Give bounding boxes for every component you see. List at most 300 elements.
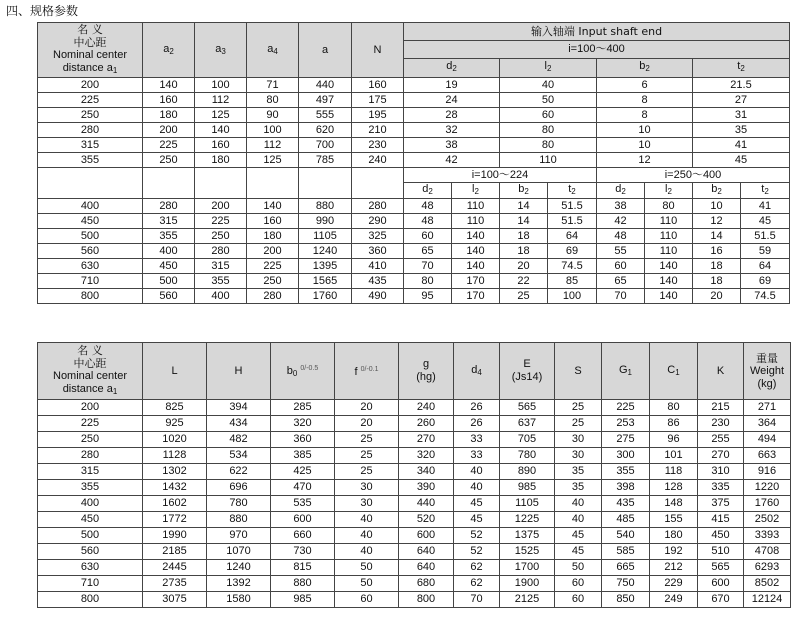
table-cell: 180 <box>143 108 195 123</box>
table-cell: 665 <box>602 560 650 576</box>
subheader-t2: $t_2$ <box>741 183 790 199</box>
table-cell: 2502 <box>744 512 791 528</box>
table-cell: 32 <box>404 123 500 138</box>
header-input-shaft: 输入轴端 Input shaft end <box>404 23 790 41</box>
table-cell: 14 <box>500 199 548 214</box>
table-row <box>38 274 790 289</box>
table-cell: 360 <box>271 432 335 448</box>
table-cell: 110 <box>645 214 693 229</box>
table-cell: 320 <box>271 416 335 432</box>
table-cell: 200 <box>143 123 195 138</box>
table-cell: 1565 <box>299 274 352 289</box>
table-cell: 192 <box>650 544 698 560</box>
table-row <box>38 528 791 544</box>
table-cell: 30 <box>555 448 602 464</box>
table-cell: 1105 <box>500 496 555 512</box>
table-row <box>38 448 791 464</box>
table-cell: 240 <box>352 153 404 168</box>
table-cell: 315 <box>195 259 247 274</box>
table-cell: 880 <box>299 199 352 214</box>
table-cell: 35 <box>555 464 602 480</box>
table-cell: 85 <box>548 274 597 289</box>
table-cell: 41 <box>741 199 790 214</box>
table-cell: 400 <box>143 244 195 259</box>
table-cell: 280 <box>195 244 247 259</box>
table-row <box>38 259 790 274</box>
table-cell: 225 <box>38 416 143 432</box>
table-cell: 355 <box>38 153 143 168</box>
table-cell: 18 <box>500 244 548 259</box>
table-cell: 710 <box>38 274 143 289</box>
table-cell: 1395 <box>299 259 352 274</box>
table-cell: 18 <box>693 274 741 289</box>
table-cell: 663 <box>744 448 791 464</box>
table-cell: 680 <box>399 576 454 592</box>
table-cell: 140 <box>452 244 500 259</box>
table-cell: 112 <box>247 138 299 153</box>
table-cell: 280 <box>38 448 143 464</box>
table-cell: 485 <box>602 512 650 528</box>
spec-table-dimensions <box>37 342 791 608</box>
header-a: a <box>299 23 352 78</box>
table-cell: 40 <box>500 78 597 93</box>
table-cell: 440 <box>399 496 454 512</box>
table-cell: 435 <box>352 274 404 289</box>
table-cell: 10 <box>597 123 693 138</box>
table-cell: 70 <box>404 259 452 274</box>
table-cell: 285 <box>271 400 335 416</box>
table-cell: 890 <box>500 464 555 480</box>
table-cell: 20 <box>335 400 399 416</box>
table-cell: 60 <box>404 229 452 244</box>
table-row <box>38 592 791 608</box>
table-cell: 40 <box>335 528 399 544</box>
table-cell: 30 <box>555 432 602 448</box>
table-cell: 225 <box>143 138 195 153</box>
table-cell: 1128 <box>143 448 207 464</box>
table-cell: 25 <box>555 400 602 416</box>
table-cell: 60 <box>555 576 602 592</box>
table-cell: 1240 <box>299 244 352 259</box>
table-cell: 45 <box>555 528 602 544</box>
table-cell: 48 <box>404 214 452 229</box>
table-cell: 375 <box>698 496 744 512</box>
table-row <box>38 512 791 528</box>
table-cell: 400 <box>38 199 143 214</box>
table-cell: 670 <box>698 592 744 608</box>
table-row <box>38 108 790 123</box>
table-cell: 16 <box>693 244 741 259</box>
table-cell: 400 <box>195 289 247 304</box>
table-cell: 440 <box>299 78 352 93</box>
table-cell: 1020 <box>143 432 207 448</box>
blank-cell <box>352 168 404 199</box>
table-cell: 8 <box>597 108 693 123</box>
table-cell: 10 <box>693 199 741 214</box>
blank-cell <box>195 168 247 199</box>
table-cell: 1760 <box>299 289 352 304</box>
table1-rows-b <box>38 199 790 304</box>
table-cell: 315 <box>38 138 143 153</box>
table-cell: 535 <box>271 496 335 512</box>
table-cell: 118 <box>650 464 698 480</box>
table-cell: 540 <box>602 528 650 544</box>
header-ratio-main: i=100～400 <box>404 40 790 58</box>
table-cell: 434 <box>207 416 271 432</box>
section-title: 四、规格参数 <box>6 4 79 18</box>
table-cell: 1070 <box>207 544 271 560</box>
table-cell: 212 <box>650 560 698 576</box>
table-cell: 280 <box>143 199 195 214</box>
table-cell: 985 <box>500 480 555 496</box>
header-s: S <box>555 343 602 400</box>
table-cell: 100 <box>247 123 299 138</box>
table-cell: 815 <box>271 560 335 576</box>
table-cell: 24 <box>404 93 500 108</box>
table-cell: 95 <box>404 289 452 304</box>
blank-cell <box>299 168 352 199</box>
table-row <box>38 214 790 229</box>
table-cell: 250 <box>247 274 299 289</box>
table-cell: 140 <box>452 229 500 244</box>
table-cell: 160 <box>143 93 195 108</box>
table-cell: 80 <box>650 400 698 416</box>
table-cell: 494 <box>744 432 791 448</box>
table-row <box>38 496 791 512</box>
table-cell: 555 <box>299 108 352 123</box>
table-row <box>38 244 790 259</box>
table-cell: 12 <box>693 214 741 229</box>
table-cell: 355 <box>38 480 143 496</box>
table-cell: 500 <box>38 229 143 244</box>
table-cell: 400 <box>38 496 143 512</box>
table-cell: 195 <box>352 108 404 123</box>
header-k: K <box>698 343 744 400</box>
table-cell: 100 <box>195 78 247 93</box>
table-cell: 80 <box>500 123 597 138</box>
table-cell: 225 <box>38 93 143 108</box>
table-cell: 3393 <box>744 528 791 544</box>
table-cell: 335 <box>698 480 744 496</box>
table-cell: 700 <box>299 138 352 153</box>
table-cell: 310 <box>698 464 744 480</box>
table-cell: 249 <box>650 592 698 608</box>
header-b0: $b_0$ $^{0/-0.5}$ <box>271 343 335 400</box>
header-ratio-low: i=100～224 <box>404 168 597 183</box>
subheader-d2: $d_2$ <box>597 183 645 199</box>
table-cell: 850 <box>602 592 650 608</box>
table-cell: 240 <box>399 400 454 416</box>
table-cell: 4708 <box>744 544 791 560</box>
header-h: H <box>207 343 271 400</box>
table-cell: 565 <box>698 560 744 576</box>
header-l: L <box>143 343 207 400</box>
header-d4: $d_4$ <box>454 343 500 400</box>
table-cell: 3075 <box>143 592 207 608</box>
table-cell: 45 <box>454 496 500 512</box>
table-cell: 31 <box>693 108 790 123</box>
table-cell: 565 <box>500 400 555 416</box>
subheader-b2: $b_2$ <box>500 183 548 199</box>
table-cell: 55 <box>597 244 645 259</box>
table-cell: 1760 <box>744 496 791 512</box>
table-cell: 42 <box>597 214 645 229</box>
table-cell: 560 <box>143 289 195 304</box>
table-cell: 705 <box>500 432 555 448</box>
table-cell: 155 <box>650 512 698 528</box>
table-cell: 30 <box>335 496 399 512</box>
table-cell: 360 <box>352 244 404 259</box>
table-row <box>38 153 790 168</box>
table-cell: 52 <box>454 528 500 544</box>
table-cell: 1990 <box>143 528 207 544</box>
table-row <box>38 416 791 432</box>
table-cell: 270 <box>698 448 744 464</box>
table-cell: 140 <box>143 78 195 93</box>
table-cell: 110 <box>645 229 693 244</box>
table-cell: 630 <box>38 560 143 576</box>
table-cell: 69 <box>741 274 790 289</box>
table-cell: 325 <box>352 229 404 244</box>
table-cell: 990 <box>299 214 352 229</box>
table-cell: 355 <box>195 274 247 289</box>
table-cell: 40 <box>555 496 602 512</box>
table-cell: 65 <box>404 244 452 259</box>
table-cell: 64 <box>548 229 597 244</box>
table-cell: 125 <box>195 108 247 123</box>
table-cell: 730 <box>271 544 335 560</box>
table-cell: 1392 <box>207 576 271 592</box>
table-cell: 18 <box>693 259 741 274</box>
table-cell: 48 <box>597 229 645 244</box>
table-cell: 200 <box>38 400 143 416</box>
table-cell: 8 <box>597 93 693 108</box>
table-cell: 180 <box>650 528 698 544</box>
table-cell: 315 <box>38 464 143 480</box>
table-cell: 510 <box>698 544 744 560</box>
table-cell: 25 <box>335 448 399 464</box>
table-cell: 500 <box>38 528 143 544</box>
table-cell: 2735 <box>143 576 207 592</box>
table-cell: 534 <box>207 448 271 464</box>
table-cell: 6 <box>597 78 693 93</box>
table-cell: 26 <box>454 416 500 432</box>
table-cell: 51.5 <box>741 229 790 244</box>
table-cell: 450 <box>698 528 744 544</box>
table-cell: 229 <box>650 576 698 592</box>
table-row <box>38 93 790 108</box>
table-cell: 60 <box>500 108 597 123</box>
table-cell: 560 <box>38 244 143 259</box>
table-cell: 20 <box>500 259 548 274</box>
table-cell: 230 <box>352 138 404 153</box>
table-cell: 1580 <box>207 592 271 608</box>
table-cell: 40 <box>555 512 602 528</box>
table-cell: 600 <box>698 576 744 592</box>
table-cell: 200 <box>38 78 143 93</box>
table-cell: 112 <box>195 93 247 108</box>
subheader-b2: $b_2$ <box>693 183 741 199</box>
table-cell: 1700 <box>500 560 555 576</box>
table-cell: 42 <box>404 153 500 168</box>
table-cell: 1525 <box>500 544 555 560</box>
table-cell: 33 <box>454 448 500 464</box>
table-cell: 140 <box>645 274 693 289</box>
table-cell: 45 <box>741 214 790 229</box>
table-cell: 210 <box>352 123 404 138</box>
table-cell: 780 <box>500 448 555 464</box>
table-cell: 916 <box>744 464 791 480</box>
table-cell: 497 <box>299 93 352 108</box>
table-cell: 80 <box>247 93 299 108</box>
table-cell: 140 <box>645 289 693 304</box>
table-cell: 435 <box>602 496 650 512</box>
table-cell: 290 <box>352 214 404 229</box>
header-nominal-center: 名 义 中心距 Nominal center distance $a_1$ <box>38 23 143 78</box>
table-cell: 2185 <box>143 544 207 560</box>
table-cell: 255 <box>698 432 744 448</box>
table-cell: 340 <box>399 464 454 480</box>
table-cell: 128 <box>650 480 698 496</box>
table-cell: 20 <box>693 289 741 304</box>
table-cell: 800 <box>38 592 143 608</box>
table-cell: 985 <box>271 592 335 608</box>
table2-rows <box>38 400 791 608</box>
table-cell: 50 <box>335 560 399 576</box>
table-cell: 925 <box>143 416 207 432</box>
blank-cell <box>143 168 195 199</box>
table-cell: 148 <box>650 496 698 512</box>
table-cell: 80 <box>645 199 693 214</box>
header-a2: $a_2$ <box>143 23 195 78</box>
header-n: N <box>352 23 404 78</box>
table-cell: 71 <box>247 78 299 93</box>
table-cell: 33 <box>454 432 500 448</box>
table-cell: 622 <box>207 464 271 480</box>
table-cell: 750 <box>602 576 650 592</box>
table-cell: 96 <box>650 432 698 448</box>
blank-cell <box>38 168 143 199</box>
table-cell: 35 <box>555 480 602 496</box>
table-cell: 250 <box>38 108 143 123</box>
table-cell: 80 <box>404 274 452 289</box>
table-cell: 355 <box>602 464 650 480</box>
table-cell: 1772 <box>143 512 207 528</box>
table-cell: 14 <box>693 229 741 244</box>
table-row <box>38 229 790 244</box>
table-cell: 640 <box>399 560 454 576</box>
table-cell: 140 <box>195 123 247 138</box>
table-cell: 12 <box>597 153 693 168</box>
table-cell: 394 <box>207 400 271 416</box>
table-row <box>38 400 791 416</box>
table-row <box>38 560 791 576</box>
table-cell: 600 <box>399 528 454 544</box>
table-cell: 450 <box>143 259 195 274</box>
table-cell: 300 <box>602 448 650 464</box>
table-cell: 2125 <box>500 592 555 608</box>
table-cell: 482 <box>207 432 271 448</box>
table-row <box>38 199 790 214</box>
header-d2: $d_2$ <box>404 58 500 77</box>
table-cell: 1302 <box>143 464 207 480</box>
table-cell: 630 <box>38 259 143 274</box>
table-cell: 40 <box>335 544 399 560</box>
table-cell: 175 <box>352 93 404 108</box>
table-cell: 59 <box>741 244 790 259</box>
table-cell: 450 <box>38 214 143 229</box>
header-nominal-center: 名 义 中心距 Nominal center distance $a_1$ <box>38 343 143 400</box>
header-e: E (Js14) <box>500 343 555 400</box>
table-cell: 355 <box>143 229 195 244</box>
header-f: f $^{0/-0.1}$ <box>335 343 399 400</box>
table-cell: 70 <box>454 592 500 608</box>
spec-table-shaft <box>37 22 790 304</box>
table-cell: 637 <box>500 416 555 432</box>
table-cell: 10 <box>597 138 693 153</box>
table-cell: 22 <box>500 274 548 289</box>
header-c1: $C_1$ <box>650 343 698 400</box>
header-g1: $G_1$ <box>602 343 650 400</box>
table-cell: 50 <box>500 93 597 108</box>
header-l2: $l_2$ <box>500 58 597 77</box>
table-cell: 500 <box>143 274 195 289</box>
header-g: g (hg) <box>399 343 454 400</box>
table-cell: 710 <box>38 576 143 592</box>
table-row <box>38 78 790 93</box>
table-cell: 640 <box>399 544 454 560</box>
table-cell: 398 <box>602 480 650 496</box>
table-cell: 40 <box>454 480 500 496</box>
table-cell: 110 <box>452 199 500 214</box>
table-cell: 18 <box>500 229 548 244</box>
table-cell: 470 <box>271 480 335 496</box>
table-cell: 52 <box>454 544 500 560</box>
table-cell: 253 <box>602 416 650 432</box>
table-cell: 696 <box>207 480 271 496</box>
table-cell: 260 <box>399 416 454 432</box>
table-cell: 180 <box>195 153 247 168</box>
table-cell: 160 <box>352 78 404 93</box>
table-cell: 1602 <box>143 496 207 512</box>
table-row <box>38 432 791 448</box>
table-cell: 64 <box>741 259 790 274</box>
table-cell: 69 <box>548 244 597 259</box>
table-cell: 250 <box>143 153 195 168</box>
table-cell: 125 <box>247 153 299 168</box>
table-cell: 450 <box>38 512 143 528</box>
table-cell: 250 <box>38 432 143 448</box>
table-cell: 1432 <box>143 480 207 496</box>
table-cell: 62 <box>454 576 500 592</box>
table-cell: 40 <box>454 464 500 480</box>
table-row <box>38 480 791 496</box>
header-a3: $a_3$ <box>195 23 247 78</box>
table-cell: 51.5 <box>548 199 597 214</box>
table-cell: 51.5 <box>548 214 597 229</box>
table-cell: 315 <box>143 214 195 229</box>
table-cell: 80 <box>500 138 597 153</box>
table-cell: 27 <box>693 93 790 108</box>
table-row <box>38 123 790 138</box>
table-cell: 1220 <box>744 480 791 496</box>
table-cell: 35 <box>693 123 790 138</box>
table-cell: 785 <box>299 153 352 168</box>
header-b2: $b_2$ <box>597 58 693 77</box>
table-cell: 6293 <box>744 560 791 576</box>
table-cell: 1225 <box>500 512 555 528</box>
table-cell: 660 <box>271 528 335 544</box>
